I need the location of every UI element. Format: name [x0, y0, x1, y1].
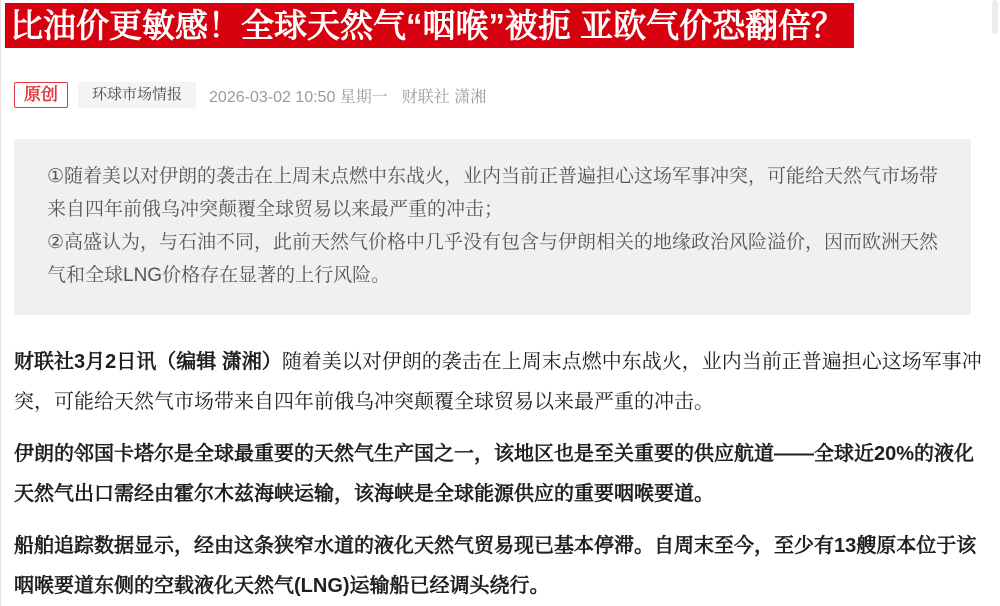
article-headline: [5, 3, 1000, 48]
paragraph-2: 伊朗的邻国卡塔尔是全球最重要的天然气生产国之一，该地区也是至关重要的供应航道——全球近20%的液化天然气出口需经由霍尔木兹海峡运输，该海峡是全球能源供应的重要咽喉要道。: [14, 443, 975, 505]
source-channel-tag[interactable]: 环球市场情报: [78, 82, 196, 108]
summary-item-1: ①随着美以对伊朗的袭击在上周末点燃中东战火，业内当前正普遍担心这场军事冲突，可能给天然气市场带来自四年前俄乌冲突颠覆全球贸易以来最严重的冲击；: [47, 166, 939, 220]
publish-timestamp: 2026-03-02 10:50 星期一: [209, 88, 388, 106]
vertical-scrollbar-thumb[interactable]: [992, 0, 998, 34]
summary-box: [14, 139, 971, 315]
article-meta-row: [14, 81, 1000, 109]
original-badge: 原创: [14, 82, 68, 108]
summary-item-2: ②高盛认为，与石油不同，此前天然气价格中几乎没有包含与伊朗相关的地缘政治风险溢价，因而欧洲天然气和全球LNG价格存在显著的上行风险。: [47, 232, 939, 286]
paragraph-1: [14, 342, 986, 422]
article-body: [14, 342, 986, 606]
paragraph-3: 船舶追踪数据显示，经由这条狭窄水道的液化天然气贸易现已基本停滞。自周末至今，至少有13艘原本位于该咽喉要道东侧的空载液化天然气(LNG)运输船已经调头绕行。: [14, 535, 977, 597]
author-byline: 财联社 潇湘: [401, 88, 487, 106]
paragraph-1-text: 随着美以对伊朗的袭击在上周末点燃中东战火，业内当前正普遍担心这场军事冲突，可能给天然气市场带来自四年前俄乌冲突颠覆全球贸易以来最严重的冲击。: [14, 351, 982, 413]
headline-text: 比油价更敏感！全球天然气“咽喉”被扼 亚欧气价恐翻倍？: [5, 3, 854, 48]
paragraph-1-byline-lead: 财联社3月2日讯（编辑 潇湘）: [14, 351, 282, 373]
